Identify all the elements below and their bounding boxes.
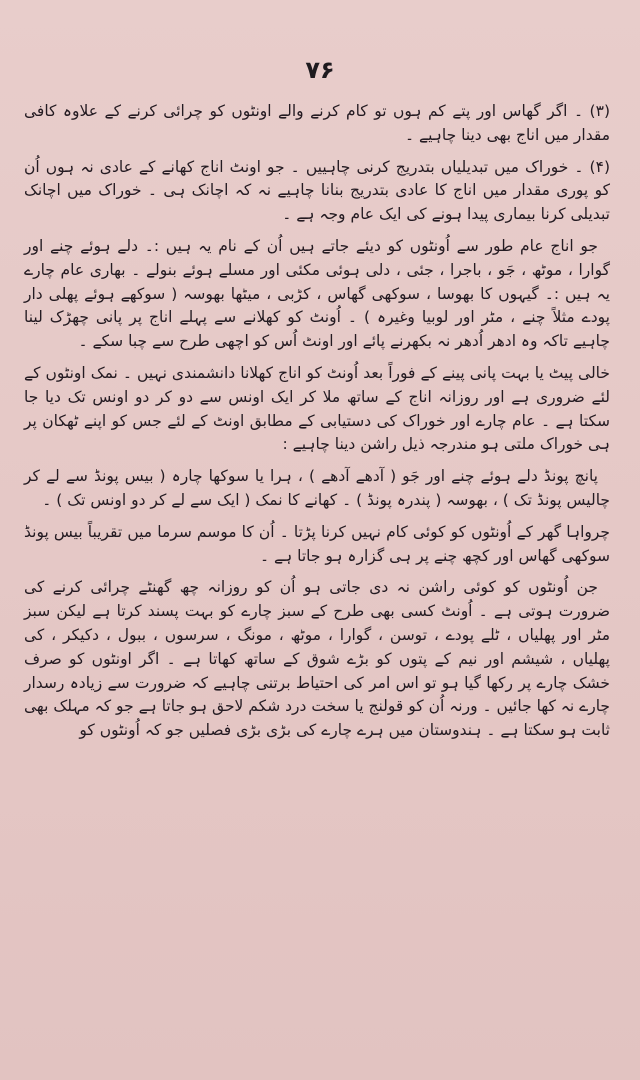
paragraph-green-fodder: جن اُونٹوں کو کوئی راشن نہ دی جاتی ہو اُن کو روزانہ چھ گھنٹے چرائی کرنے کی ضرورت ہوتی ہے ۔ اُونٹ کسی بھی طرح کے سبز چارے کو بہت پسند کرتا ہے لیکن سبز مٹر اور پھلیاں ، ٹلے پودے ، توسن ، گوارا ، موٹھ ، مونگ ، سرسوں ، ببول ، دکیکر ، کی پھلیاں ، شیشم اور نیم کے پتوں کو بڑے شوق کے ساتھ کھاتا ہے ۔ اگر اونٹوں کو صرف خشک چارے پر رکھا گیا ہو تو اس امر کی احتیاط برتنی چاہیے کہ ضرورت سے زیادہ رسدار چارے نہ کھا جائیں ۔ ورنہ اُن کو قولنج یا سخت درد شکم لاحق ہو جاتا ہے جو کہ مہلک بھی ثابت ہو سکتا ہے ۔ ہندوستان میں ہرے چارے کی بڑی بڑی فصلیں جو کہ اُونٹوں کو	[24, 578, 610, 740]
paragraph-grazing-camels: چرواہا گھر کے اُونٹوں کو کوئی کام نہیں کرنا پڑتا ۔ اُن کا موسم سرما میں تقریباً بیس پونڈ سوکھی گھاس اور کچھ چنے پر ہی گزارہ ہو جاتا ہے ۔	[24, 522, 610, 565]
paragraph-grains-and-fodder: جو اناج عام طور سے اُونٹوں کو دیئے جاتے ہیں اُن کے نام یہ ہیں :۔ دلے ہوئے چنے اور گوارا ، موٹھ ، جَو ، باجرا ، جئی ، دلی ہوئی مکئی اور مسلے ہوئے بنولے ۔ بھاری عام چارے یہ ہیں :۔ گیہوں کا بھوسا ، سوکھی گھاس ، کڑبی ، میٹھا بھوسہ ( سوکھے ہوئے پھلی دار پودے مثلاً چنے ، مٹر اور لوبیا وغیرہ ) ۔ اُونٹ کو کھلانے سے پہلے اناج پر پانی چھڑک لینا چاہیے تاکہ وہ ادھر اُدھر نہ بکھرنے پائے اور اونٹ اُس کو اچھی طرح سے چبا سکے ۔	[24, 236, 610, 351]
paragraph-ration-list: پانچ پونڈ دلے ہوئے چنے اور جَو ( آدھے آدھے ) ، ہرا یا سوکھا چارہ ( بیس پونڈ سے لے کر چالیس پونڈ تک ) ، بھوسہ ( پندرہ پونڈ ) ۔ کھانے کا نمک ( ایک سے لے کر دو اونس تک ) ۔	[24, 467, 610, 509]
paragraph-salt-and-ration: خالی پیٹ یا بہت پانی پینے کے فوراً بعد اُونٹ کو اناج کھلانا دانشمندی نہیں ۔ نمک اونٹوں کے لئے ضروری ہے اور روزانہ اناج کے ساتھ ملا کر ایک اونس سے دو کر دو اونس تک دیا جا سکتا ہے ۔ عام چارے اور خوراک کی دستیابی کے مطابق اونٹ کے لئے جس کو اپنے ٹھکان پر ہی خوراک ملتی ہو مندرجہ ذیل راشن دینا چاہیے :	[24, 363, 610, 454]
paragraph-feed-section-3: (۳) ۔ اگر گھاس اور پتے کم ہوں تو کام کرنے والے اونٹوں کو چرائی کرنے کے علاوہ کافی مقدار میں اناج بھی دینا چاہیے ۔	[24, 102, 610, 144]
page-number: ۷۶	[305, 56, 335, 84]
paragraph-feed-section-4: (۴) ۔ خوراک میں تبدیلیاں بتدریج کرنی چاہییں ۔ جو اونٹ اناج کھانے کے عادی نہ ہوں اُن کو پوری مقدار میں اناج کا عادی بتدریج بنانا چاہیے نہ کہ اچانک ہی ۔ خوراک میں اچانک تبدیلی کرنا بیماری پیدا ہونے کی ایک عام وجہ ہے ۔	[24, 157, 610, 224]
body-text	[24, 100, 610, 751]
